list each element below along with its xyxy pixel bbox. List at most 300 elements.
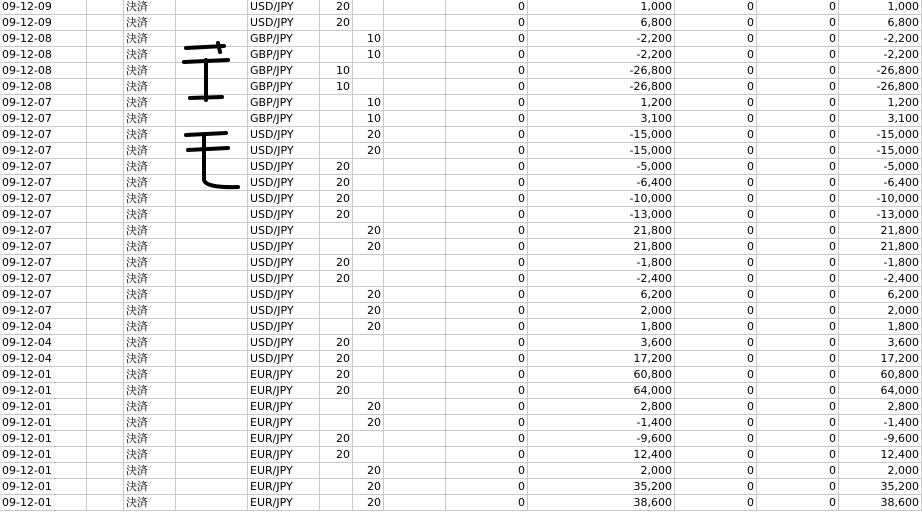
empty-cell[interactable] — [384, 319, 446, 335]
empty-cell[interactable] — [87, 255, 124, 271]
empty-cell[interactable] — [384, 351, 446, 367]
total-cell[interactable]: 12,400 — [839, 447, 922, 463]
buy-qty-cell[interactable]: 20 — [320, 335, 353, 351]
profit-cell[interactable]: 60,800 — [528, 367, 675, 383]
buy-qty-cell[interactable] — [320, 47, 353, 63]
value-cell-3[interactable]: 0 — [675, 239, 757, 255]
total-cell[interactable]: 1,800 — [839, 319, 922, 335]
sell-qty-cell[interactable] — [353, 367, 384, 383]
value-cell-1[interactable]: 0 — [446, 495, 528, 511]
pair-cell[interactable]: USD/JPY — [248, 351, 320, 367]
empty-cell[interactable] — [384, 255, 446, 271]
total-cell[interactable]: 17,200 — [839, 351, 922, 367]
value-cell-1[interactable]: 0 — [446, 271, 528, 287]
empty-cell[interactable] — [87, 47, 124, 63]
value-cell-1[interactable]: 0 — [446, 47, 528, 63]
empty-cell[interactable] — [87, 479, 124, 495]
empty-cell[interactable] — [176, 79, 248, 95]
buy-qty-cell[interactable]: 10 — [320, 63, 353, 79]
value-cell-1[interactable]: 0 — [446, 175, 528, 191]
type-cell[interactable]: 決済 — [124, 319, 176, 335]
type-cell[interactable]: 決済 — [124, 63, 176, 79]
empty-cell[interactable] — [176, 0, 248, 15]
buy-qty-cell[interactable] — [320, 287, 353, 303]
pair-cell[interactable]: USD/JPY — [248, 271, 320, 287]
total-cell[interactable]: 38,600 — [839, 495, 922, 511]
sell-qty-cell[interactable]: 10 — [353, 111, 384, 127]
date-cell[interactable]: 09-12-07 — [0, 207, 87, 223]
empty-cell[interactable] — [384, 95, 446, 111]
sell-qty-cell[interactable]: 10 — [353, 47, 384, 63]
buy-qty-cell[interactable] — [320, 479, 353, 495]
empty-cell[interactable] — [176, 383, 248, 399]
pair-cell[interactable]: USD/JPY — [248, 15, 320, 31]
profit-cell[interactable]: -15,000 — [528, 127, 675, 143]
empty-cell[interactable] — [176, 447, 248, 463]
empty-cell[interactable] — [87, 399, 124, 415]
empty-cell[interactable] — [384, 415, 446, 431]
value-cell-1[interactable]: 0 — [446, 463, 528, 479]
value-cell-3[interactable]: 0 — [675, 495, 757, 511]
value-cell-3[interactable]: 0 — [675, 95, 757, 111]
empty-cell[interactable] — [87, 207, 124, 223]
value-cell-3[interactable]: 0 — [675, 159, 757, 175]
sell-qty-cell[interactable]: 20 — [353, 495, 384, 511]
value-cell-1[interactable]: 0 — [446, 351, 528, 367]
total-cell[interactable]: 21,800 — [839, 239, 922, 255]
pair-cell[interactable]: USD/JPY — [248, 159, 320, 175]
value-cell-3[interactable]: 0 — [675, 447, 757, 463]
value-cell-1[interactable]: 0 — [446, 223, 528, 239]
value-cell-4[interactable]: 0 — [757, 255, 839, 271]
pair-cell[interactable]: USD/JPY — [248, 143, 320, 159]
empty-cell[interactable] — [87, 335, 124, 351]
type-cell[interactable]: 決済 — [124, 223, 176, 239]
type-cell[interactable]: 決済 — [124, 255, 176, 271]
empty-cell[interactable] — [384, 15, 446, 31]
sell-qty-cell[interactable] — [353, 255, 384, 271]
value-cell-1[interactable]: 0 — [446, 399, 528, 415]
value-cell-1[interactable]: 0 — [446, 287, 528, 303]
sell-qty-cell[interactable]: 20 — [353, 239, 384, 255]
date-cell[interactable]: 09-12-01 — [0, 463, 87, 479]
empty-cell[interactable] — [176, 399, 248, 415]
value-cell-3[interactable]: 0 — [675, 335, 757, 351]
empty-cell[interactable] — [176, 63, 248, 79]
value-cell-4[interactable]: 0 — [757, 335, 839, 351]
empty-cell[interactable] — [87, 31, 124, 47]
profit-cell[interactable]: -9,600 — [528, 431, 675, 447]
sell-qty-cell[interactable] — [353, 159, 384, 175]
buy-qty-cell[interactable]: 20 — [320, 367, 353, 383]
type-cell[interactable]: 決済 — [124, 175, 176, 191]
buy-qty-cell[interactable] — [320, 239, 353, 255]
empty-cell[interactable] — [384, 31, 446, 47]
value-cell-3[interactable]: 0 — [675, 255, 757, 271]
date-cell[interactable]: 09-12-01 — [0, 415, 87, 431]
empty-cell[interactable] — [87, 271, 124, 287]
profit-cell[interactable]: -15,000 — [528, 143, 675, 159]
buy-qty-cell[interactable]: 20 — [320, 0, 353, 15]
value-cell-3[interactable]: 0 — [675, 143, 757, 159]
total-cell[interactable]: 6,200 — [839, 287, 922, 303]
date-cell[interactable]: 09-12-07 — [0, 95, 87, 111]
pair-cell[interactable]: USD/JPY — [248, 319, 320, 335]
value-cell-4[interactable]: 0 — [757, 367, 839, 383]
sell-qty-cell[interactable] — [353, 351, 384, 367]
empty-cell[interactable] — [87, 367, 124, 383]
date-cell[interactable]: 09-12-09 — [0, 0, 87, 15]
total-cell[interactable]: 2,800 — [839, 399, 922, 415]
pair-cell[interactable]: EUR/JPY — [248, 495, 320, 511]
type-cell[interactable]: 決済 — [124, 0, 176, 15]
empty-cell[interactable] — [176, 415, 248, 431]
empty-cell[interactable] — [87, 111, 124, 127]
total-cell[interactable]: -5,000 — [839, 159, 922, 175]
type-cell[interactable]: 決済 — [124, 95, 176, 111]
value-cell-1[interactable]: 0 — [446, 479, 528, 495]
date-cell[interactable]: 09-12-04 — [0, 335, 87, 351]
profit-cell[interactable]: -6,400 — [528, 175, 675, 191]
sell-qty-cell[interactable]: 20 — [353, 127, 384, 143]
value-cell-3[interactable]: 0 — [675, 175, 757, 191]
empty-cell[interactable] — [87, 431, 124, 447]
empty-cell[interactable] — [87, 95, 124, 111]
value-cell-4[interactable]: 0 — [757, 239, 839, 255]
sell-qty-cell[interactable]: 20 — [353, 287, 384, 303]
date-cell[interactable]: 09-12-07 — [0, 255, 87, 271]
value-cell-3[interactable]: 0 — [675, 479, 757, 495]
sell-qty-cell[interactable]: 20 — [353, 319, 384, 335]
buy-qty-cell[interactable]: 20 — [320, 447, 353, 463]
date-cell[interactable]: 09-12-01 — [0, 431, 87, 447]
total-cell[interactable]: 64,000 — [839, 383, 922, 399]
profit-cell[interactable]: 2,000 — [528, 463, 675, 479]
date-cell[interactable]: 09-12-07 — [0, 111, 87, 127]
type-cell[interactable]: 決済 — [124, 287, 176, 303]
profit-cell[interactable]: -1,800 — [528, 255, 675, 271]
type-cell[interactable]: 決済 — [124, 383, 176, 399]
profit-cell[interactable]: 1,000 — [528, 0, 675, 15]
pair-cell[interactable]: USD/JPY — [248, 255, 320, 271]
empty-cell[interactable] — [87, 287, 124, 303]
value-cell-3[interactable]: 0 — [675, 383, 757, 399]
buy-qty-cell[interactable] — [320, 319, 353, 335]
value-cell-3[interactable]: 0 — [675, 415, 757, 431]
empty-cell[interactable] — [87, 319, 124, 335]
empty-cell[interactable] — [176, 495, 248, 511]
sell-qty-cell[interactable] — [353, 79, 384, 95]
value-cell-4[interactable]: 0 — [757, 175, 839, 191]
total-cell[interactable]: 6,800 — [839, 15, 922, 31]
value-cell-4[interactable]: 0 — [757, 303, 839, 319]
sell-qty-cell[interactable] — [353, 63, 384, 79]
value-cell-4[interactable]: 0 — [757, 111, 839, 127]
buy-qty-cell[interactable] — [320, 95, 353, 111]
sell-qty-cell[interactable] — [353, 0, 384, 15]
date-cell[interactable]: 09-12-08 — [0, 47, 87, 63]
value-cell-3[interactable]: 0 — [675, 15, 757, 31]
empty-cell[interactable] — [176, 431, 248, 447]
empty-cell[interactable] — [87, 143, 124, 159]
profit-cell[interactable]: -26,800 — [528, 63, 675, 79]
date-cell[interactable]: 09-12-09 — [0, 15, 87, 31]
empty-cell[interactable] — [87, 0, 124, 15]
value-cell-4[interactable]: 0 — [757, 383, 839, 399]
value-cell-3[interactable]: 0 — [675, 303, 757, 319]
buy-qty-cell[interactable]: 20 — [320, 15, 353, 31]
date-cell[interactable]: 09-12-07 — [0, 127, 87, 143]
pair-cell[interactable]: USD/JPY — [248, 335, 320, 351]
profit-cell[interactable]: 2,000 — [528, 303, 675, 319]
empty-cell[interactable] — [384, 175, 446, 191]
date-cell[interactable]: 09-12-07 — [0, 175, 87, 191]
value-cell-1[interactable]: 0 — [446, 383, 528, 399]
date-cell[interactable]: 09-12-08 — [0, 31, 87, 47]
profit-cell[interactable]: 17,200 — [528, 351, 675, 367]
date-cell[interactable]: 09-12-07 — [0, 143, 87, 159]
total-cell[interactable]: 3,600 — [839, 335, 922, 351]
value-cell-3[interactable]: 0 — [675, 191, 757, 207]
sell-qty-cell[interactable]: 20 — [353, 143, 384, 159]
total-cell[interactable]: -6,400 — [839, 175, 922, 191]
value-cell-1[interactable]: 0 — [446, 367, 528, 383]
profit-cell[interactable]: 21,800 — [528, 239, 675, 255]
profit-cell[interactable]: -26,800 — [528, 79, 675, 95]
type-cell[interactable]: 決済 — [124, 367, 176, 383]
type-cell[interactable]: 決済 — [124, 15, 176, 31]
date-cell[interactable]: 09-12-04 — [0, 351, 87, 367]
value-cell-4[interactable]: 0 — [757, 0, 839, 15]
profit-cell[interactable]: -2,400 — [528, 271, 675, 287]
date-cell[interactable]: 09-12-07 — [0, 287, 87, 303]
pair-cell[interactable]: EUR/JPY — [248, 479, 320, 495]
type-cell[interactable]: 決済 — [124, 31, 176, 47]
sell-qty-cell[interactable]: 20 — [353, 223, 384, 239]
empty-cell[interactable] — [384, 207, 446, 223]
empty-cell[interactable] — [384, 447, 446, 463]
empty-cell[interactable] — [176, 335, 248, 351]
value-cell-1[interactable]: 0 — [446, 319, 528, 335]
pair-cell[interactable]: EUR/JPY — [248, 367, 320, 383]
pair-cell[interactable]: GBP/JPY — [248, 79, 320, 95]
value-cell-1[interactable]: 0 — [446, 159, 528, 175]
pair-cell[interactable]: USD/JPY — [248, 287, 320, 303]
value-cell-4[interactable]: 0 — [757, 207, 839, 223]
pair-cell[interactable]: USD/JPY — [248, 0, 320, 15]
type-cell[interactable]: 決済 — [124, 415, 176, 431]
profit-cell[interactable]: -2,200 — [528, 47, 675, 63]
type-cell[interactable]: 決済 — [124, 463, 176, 479]
empty-cell[interactable] — [176, 287, 248, 303]
value-cell-4[interactable]: 0 — [757, 463, 839, 479]
type-cell[interactable]: 決済 — [124, 143, 176, 159]
value-cell-4[interactable]: 0 — [757, 271, 839, 287]
type-cell[interactable]: 決済 — [124, 127, 176, 143]
value-cell-4[interactable]: 0 — [757, 143, 839, 159]
sell-qty-cell[interactable]: 20 — [353, 303, 384, 319]
value-cell-4[interactable]: 0 — [757, 479, 839, 495]
empty-cell[interactable] — [384, 399, 446, 415]
profit-cell[interactable]: -5,000 — [528, 159, 675, 175]
buy-qty-cell[interactable] — [320, 463, 353, 479]
profit-cell[interactable]: 3,600 — [528, 335, 675, 351]
date-cell[interactable]: 09-12-07 — [0, 303, 87, 319]
pair-cell[interactable]: USD/JPY — [248, 239, 320, 255]
empty-cell[interactable] — [87, 223, 124, 239]
date-cell[interactable]: 09-12-04 — [0, 319, 87, 335]
type-cell[interactable]: 決済 — [124, 47, 176, 63]
empty-cell[interactable] — [176, 255, 248, 271]
type-cell[interactable]: 決済 — [124, 79, 176, 95]
empty-cell[interactable] — [87, 303, 124, 319]
value-cell-4[interactable]: 0 — [757, 191, 839, 207]
empty-cell[interactable] — [176, 319, 248, 335]
empty-cell[interactable] — [176, 271, 248, 287]
pair-cell[interactable]: USD/JPY — [248, 303, 320, 319]
empty-cell[interactable] — [87, 175, 124, 191]
total-cell[interactable]: 2,000 — [839, 303, 922, 319]
value-cell-4[interactable]: 0 — [757, 31, 839, 47]
empty-cell[interactable] — [384, 303, 446, 319]
total-cell[interactable]: 60,800 — [839, 367, 922, 383]
pair-cell[interactable]: USD/JPY — [248, 175, 320, 191]
empty-cell[interactable] — [87, 415, 124, 431]
value-cell-1[interactable]: 0 — [446, 0, 528, 15]
pair-cell[interactable]: USD/JPY — [248, 127, 320, 143]
value-cell-4[interactable]: 0 — [757, 79, 839, 95]
value-cell-4[interactable]: 0 — [757, 431, 839, 447]
value-cell-3[interactable]: 0 — [675, 351, 757, 367]
total-cell[interactable]: -26,800 — [839, 79, 922, 95]
value-cell-1[interactable]: 0 — [446, 255, 528, 271]
value-cell-4[interactable]: 0 — [757, 495, 839, 511]
empty-cell[interactable] — [87, 463, 124, 479]
date-cell[interactable]: 09-12-07 — [0, 271, 87, 287]
sell-qty-cell[interactable]: 20 — [353, 415, 384, 431]
empty-cell[interactable] — [176, 207, 248, 223]
total-cell[interactable]: -2,200 — [839, 31, 922, 47]
value-cell-4[interactable]: 0 — [757, 159, 839, 175]
empty-cell[interactable] — [384, 191, 446, 207]
sell-qty-cell[interactable] — [353, 271, 384, 287]
value-cell-4[interactable]: 0 — [757, 223, 839, 239]
empty-cell[interactable] — [176, 223, 248, 239]
profit-cell[interactable]: 6,800 — [528, 15, 675, 31]
date-cell[interactable]: 09-12-07 — [0, 191, 87, 207]
total-cell[interactable]: -10,000 — [839, 191, 922, 207]
value-cell-1[interactable]: 0 — [446, 95, 528, 111]
value-cell-3[interactable]: 0 — [675, 319, 757, 335]
profit-cell[interactable]: 38,600 — [528, 495, 675, 511]
buy-qty-cell[interactable] — [320, 143, 353, 159]
sell-qty-cell[interactable] — [353, 15, 384, 31]
total-cell[interactable]: -2,400 — [839, 271, 922, 287]
profit-cell[interactable]: 64,000 — [528, 383, 675, 399]
buy-qty-cell[interactable]: 20 — [320, 351, 353, 367]
value-cell-1[interactable]: 0 — [446, 63, 528, 79]
value-cell-3[interactable]: 0 — [675, 271, 757, 287]
value-cell-1[interactable]: 0 — [446, 15, 528, 31]
empty-cell[interactable] — [87, 79, 124, 95]
profit-cell[interactable]: 21,800 — [528, 223, 675, 239]
empty-cell[interactable] — [384, 495, 446, 511]
total-cell[interactable]: -15,000 — [839, 143, 922, 159]
value-cell-4[interactable]: 0 — [757, 47, 839, 63]
total-cell[interactable]: -2,200 — [839, 47, 922, 63]
buy-qty-cell[interactable]: 20 — [320, 431, 353, 447]
total-cell[interactable]: 3,100 — [839, 111, 922, 127]
value-cell-1[interactable]: 0 — [446, 431, 528, 447]
type-cell[interactable]: 決済 — [124, 447, 176, 463]
value-cell-3[interactable]: 0 — [675, 431, 757, 447]
value-cell-4[interactable]: 0 — [757, 399, 839, 415]
value-cell-3[interactable]: 0 — [675, 79, 757, 95]
pair-cell[interactable]: EUR/JPY — [248, 431, 320, 447]
profit-cell[interactable]: 1,200 — [528, 95, 675, 111]
value-cell-4[interactable]: 0 — [757, 447, 839, 463]
type-cell[interactable]: 決済 — [124, 207, 176, 223]
type-cell[interactable]: 決済 — [124, 431, 176, 447]
empty-cell[interactable] — [176, 351, 248, 367]
total-cell[interactable]: 1,000 — [839, 0, 922, 15]
value-cell-1[interactable]: 0 — [446, 207, 528, 223]
empty-cell[interactable] — [384, 463, 446, 479]
pair-cell[interactable]: GBP/JPY — [248, 47, 320, 63]
buy-qty-cell[interactable] — [320, 303, 353, 319]
empty-cell[interactable] — [176, 175, 248, 191]
value-cell-1[interactable]: 0 — [446, 239, 528, 255]
buy-qty-cell[interactable]: 20 — [320, 191, 353, 207]
buy-qty-cell[interactable] — [320, 31, 353, 47]
buy-qty-cell[interactable]: 20 — [320, 255, 353, 271]
value-cell-1[interactable]: 0 — [446, 143, 528, 159]
value-cell-4[interactable]: 0 — [757, 95, 839, 111]
total-cell[interactable]: 21,800 — [839, 223, 922, 239]
type-cell[interactable]: 決済 — [124, 191, 176, 207]
date-cell[interactable]: 09-12-08 — [0, 79, 87, 95]
profit-cell[interactable]: -13,000 — [528, 207, 675, 223]
empty-cell[interactable] — [384, 127, 446, 143]
value-cell-4[interactable]: 0 — [757, 127, 839, 143]
date-cell[interactable]: 09-12-07 — [0, 223, 87, 239]
empty-cell[interactable] — [384, 143, 446, 159]
empty-cell[interactable] — [384, 63, 446, 79]
sell-qty-cell[interactable] — [353, 447, 384, 463]
value-cell-3[interactable]: 0 — [675, 127, 757, 143]
empty-cell[interactable] — [87, 447, 124, 463]
pair-cell[interactable]: USD/JPY — [248, 223, 320, 239]
sell-qty-cell[interactable] — [353, 207, 384, 223]
pair-cell[interactable]: GBP/JPY — [248, 31, 320, 47]
empty-cell[interactable] — [87, 191, 124, 207]
empty-cell[interactable] — [384, 335, 446, 351]
value-cell-3[interactable]: 0 — [675, 399, 757, 415]
pair-cell[interactable]: GBP/JPY — [248, 95, 320, 111]
buy-qty-cell[interactable]: 20 — [320, 207, 353, 223]
empty-cell[interactable] — [176, 191, 248, 207]
empty-cell[interactable] — [87, 495, 124, 511]
empty-cell[interactable] — [176, 479, 248, 495]
empty-cell[interactable] — [87, 159, 124, 175]
empty-cell[interactable] — [384, 111, 446, 127]
type-cell[interactable]: 決済 — [124, 111, 176, 127]
pair-cell[interactable]: USD/JPY — [248, 207, 320, 223]
value-cell-3[interactable]: 0 — [675, 463, 757, 479]
value-cell-1[interactable]: 0 — [446, 303, 528, 319]
date-cell[interactable]: 09-12-01 — [0, 367, 87, 383]
empty-cell[interactable] — [176, 95, 248, 111]
